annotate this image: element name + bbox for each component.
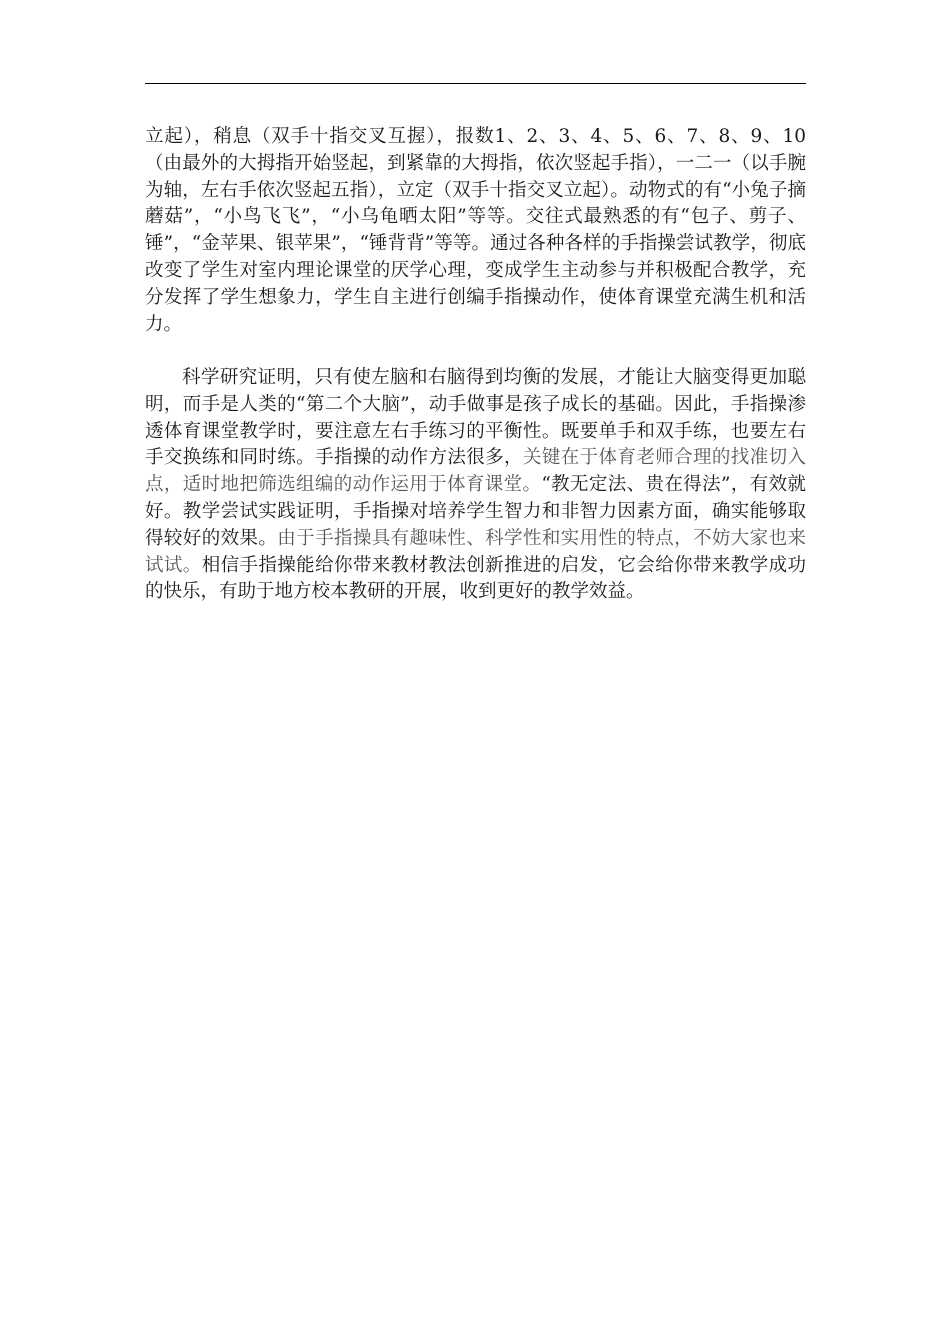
header-rule [145,83,806,84]
paragraph-2 [145,365,806,606]
paragraph-2-text-b: 关键在于体育老师合理的找准切入点，适时地把筛选组编的动作运用于体育课堂。 [145,447,806,496]
paragraph-1 [145,124,806,338]
paragraph-1-text: 立起），稍息（双手十指交叉互握），报数1、2、3、4、5、6、7、8、9、10（由最外的大拇指开始竖起，到紧靠的大拇指，依次竖起手指），一二一（以手腕为轴，左右手依次竖起五指），立定（双手十指交叉立起）。动物式的有“小兔子摘蘑菇”，“小鸟飞飞”，“小乌龟晒太阳”等等。交往式最熟悉的有“包子、剪子、锤”，“金苹果、银苹果”，“锤背背”等等。通过各种各样的手指操尝试教学，彻底改变了学生对室内理论课堂的厌学心理，变成学生主动参与并积极配合教学，充分发挥了学生想象力，学生自主进行创编手指操动作，使体育课堂充满生机和活力。 [145,126,806,335]
paragraph-2-text-c: “教无定法、贵在得法”，有效就好。教学尝试实践证明，手指操对培养学生智力和非智力因素方面，确实能够取得较好的效果。 [145,474,806,549]
paragraph-2-text-e: 相信手指操能给你带来教材教法创新推进的启发，它会给你带来教学成功的快乐，有助于地方校本教研的开展，收到更好的教学效益。 [145,554,806,603]
paragraph-2-text-d: 由于手指操具有趣味性、科学性和实用性的特点，不妨大家也来试试。 [145,527,806,576]
paragraph-2-text-a: 科学研究证明，只有使左脑和右脑得到均衡的发展，才能让大脑变得更加聪明，而手是人类的“第二个大脑”，动手做事是孩子成长的基础。因此，手指操渗透体育课堂教学时，要注意左右手练习的平衡性。既要单手和双手练，也要左右手交换练和同时练。手指操的动作方法很多， [145,366,806,469]
document-body [145,124,806,606]
